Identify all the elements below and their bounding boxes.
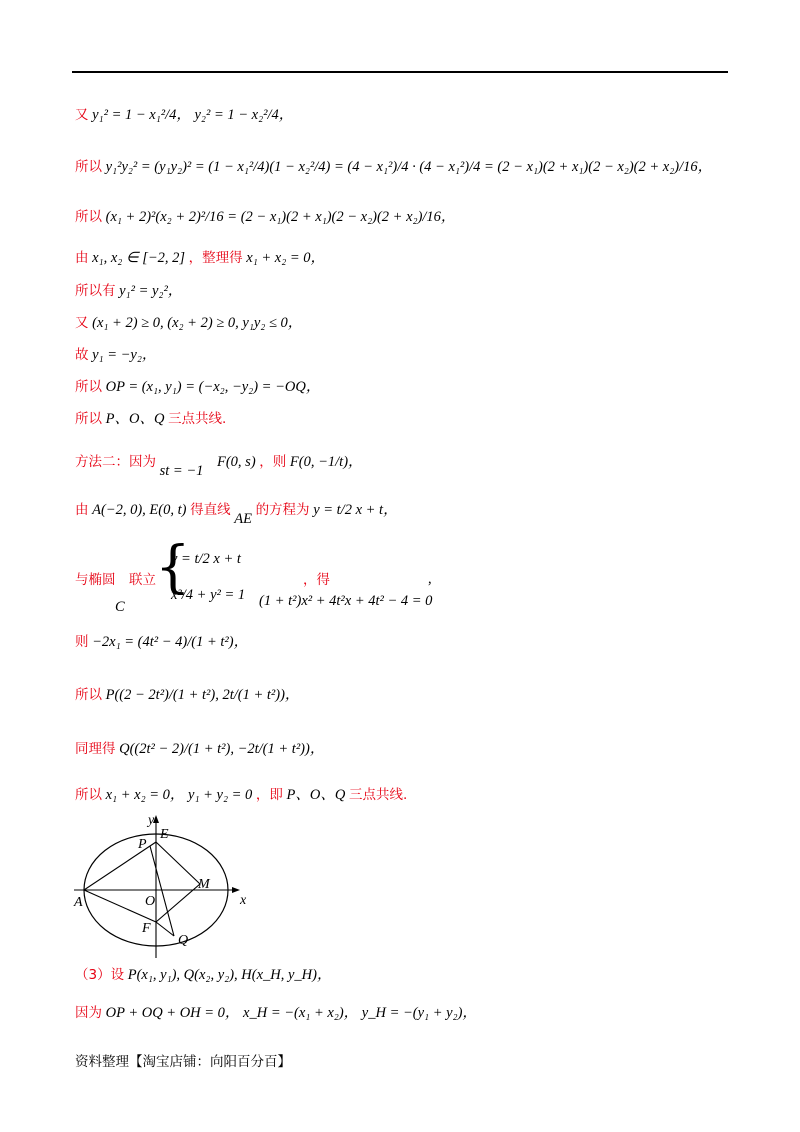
text-line: 所以 P、O、Q 三点共线. [75, 411, 227, 427]
text-line: 所以 (x₁ + 2)²(x₂ + 2)²/16 = (2 − x₁)(2 + x₁)(2 − x₂)(2 + x₂)/16， [75, 209, 456, 225]
label-q: Q [178, 933, 189, 948]
formula: (x₁ + 2)²(x₂ + 2)²/16 = (2 − x₁)(2 + x₁)(2 − x₂)(2 + x₂)/16， [105, 209, 456, 225]
formula: P、O、Q [105, 411, 165, 427]
text-line: 则 −2x₁ = (4t² − 4)/(1 + t²)， [75, 634, 249, 650]
formula: y = t/2 x + t， [313, 502, 398, 518]
formula: P(x₁, y₁), Q(x₂, y₂), H(x_H, y_H)， [127, 967, 332, 983]
formula: (1 + t²)x² + 4t²x + 4t² − 4 = 0 [259, 593, 433, 609]
text-line: （3）设 P(x₁, y₁), Q(x₂, y₂), H(x_H, y_H)， [75, 967, 332, 983]
text-line: 所以 y₁²y₂² = (y₁y₂)² = (1 − x₁²/4)(1 − x₂²/4) = (4 − x₁²)/4 · (4 − x₁²)/4 = (2 − x₁)(2 + x₁)(2 − x₂)(2 + x₂)/16， [75, 159, 713, 175]
ellipse-figure [70, 812, 260, 962]
formula: y₁ = −y₂， [92, 347, 157, 363]
formula: Q((2t² − 2)/(1 + t²), −2t/(1 + t²))， [119, 741, 325, 757]
text-line: 方法二：因为 st = −1 F(0, s) ，则 F(0, −1/t)， [75, 454, 363, 479]
formula: y = t/2 x + t [171, 551, 241, 567]
formula: (x₁ + 2) ≥ 0, (x₂ + 2) ≥ 0, y₁y₂ ≤ 0， [92, 315, 303, 331]
text-line: 又 (x₁ + 2) ≥ 0, (x₂ + 2) ≥ 0, y₁y₂ ≤ 0， [75, 315, 303, 331]
formula: F(0, s) [217, 454, 256, 470]
label-p: P [138, 837, 147, 852]
formula: x₁, x₂ ∈ [−2, 2] [92, 250, 186, 266]
label-f: F [142, 921, 151, 936]
label-o: O [145, 894, 156, 909]
formula: A(−2, 0), E(0, t) [92, 502, 187, 518]
formula: AE [234, 511, 252, 527]
text-line: 故 y₁ = −y₂， [75, 347, 157, 363]
comma-mark: , [428, 571, 432, 587]
label-m: M [198, 877, 210, 892]
formula: P、O、Q [286, 787, 346, 803]
formula: x²/4 + y² = 1 [171, 587, 246, 603]
text-line: 所以 x₁ + x₂ = 0， y₁ + y₂ = 0 ，即 P、O、Q 三点共线. [75, 787, 408, 803]
text-line: 因为 OP + OQ + OH = 0， x_H = −(x₁ + x₂)， y_H = −(y₁ + y₂)， [75, 1005, 477, 1021]
formula: y₁²y₂² = (y₁y₂)² = (1 − x₁²/4)(1 − x₂²/4) = (4 − x₁²)/4 · (4 − x₁²)/4 = (2 − x₁)(2 + x₁)(2 − x₂)(2 + x₂)/16， [105, 159, 713, 175]
x-axis-arrow-icon [232, 887, 240, 893]
formula: y₁² = 1 − x₁²/4， y₂² = 1 − x₂²/4， [92, 107, 294, 123]
formula: OP = (x₁, y₁) = (−x₂, −y₂) = −OQ， [105, 379, 321, 395]
formula: y₁² = y₂²， [119, 283, 183, 299]
brace-icon: { [155, 535, 191, 600]
formula: st = −1 [159, 463, 204, 479]
formula: x₁ + x₂ = 0， [246, 250, 326, 266]
formula: C [115, 599, 125, 615]
label-y: y [148, 813, 155, 828]
label-a: A [74, 895, 83, 910]
text-line: 又 y₁² = 1 − x₁²/4， y₂² = 1 − x₂²/4， [75, 107, 294, 123]
text-line: 同理得 Q((2t² − 2)/(1 + t²), −2t/(1 + t²))， [75, 741, 325, 757]
segment-em [156, 842, 200, 884]
text-line: 所以 P((2 − 2t²)/(1 + t²), 2t/(1 + t²))， [75, 687, 300, 703]
header-rule [72, 71, 728, 73]
page-footer: 资料整理【淘宝店铺：向阳百分百】 [75, 1054, 291, 1070]
label-e: E [160, 827, 169, 842]
label-x: x [240, 893, 247, 908]
text-line: 所以 OP = (x₁, y₁) = (−x₂, −y₂) = −OQ， [75, 379, 321, 395]
formula: OP + OQ + OH = 0， x_H = −(x₁ + x₂)， y_H = −(y₁ + y₂)， [105, 1005, 477, 1021]
formula: P((2 − 2t²)/(1 + t²), 2t/(1 + t²))， [105, 687, 300, 703]
segment-pq [150, 846, 174, 936]
formula: −2x₁ = (4t² − 4)/(1 + t²)， [92, 634, 249, 650]
formula: x₁ + x₂ = 0， y₁ + y₂ = 0 [105, 787, 253, 803]
formula: F(0, −1/t)， [289, 454, 363, 470]
text-line: 由 x₁, x₂ ∈ [−2, 2] ，整理得 x₁ + x₂ = 0， [75, 250, 326, 266]
text-line: 所以有 y₁² = y₂²， [75, 283, 183, 299]
text-line: 由 A(−2, 0), E(0, t) 得直线 AE 的方程为 y = t/2 x + t， [75, 502, 398, 527]
